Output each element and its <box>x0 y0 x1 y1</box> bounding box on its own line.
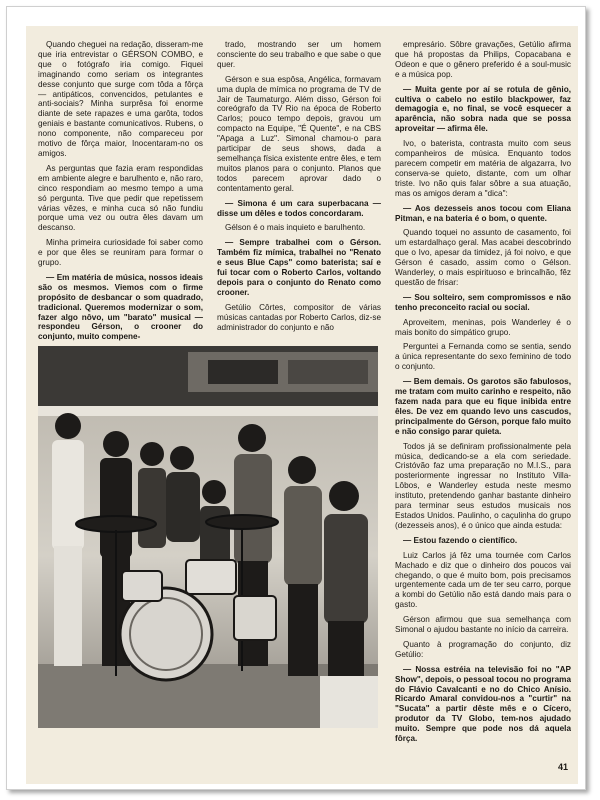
column3-paragraph: Quanto à programação do conjunto, diz Getúlio: <box>395 639 571 659</box>
magazine-page <box>26 26 578 784</box>
column1-paragraph: Quando cheguei na redação, disseram-me que iria entrevistar o GÉRSON COMBO, e que o fotógrafo iria comigo. Fiquei imaginando como seriam os integrantes desse conjunto que surge com tôda a fôrça — antipáticos, convencidos, petulantes e anti-sociais? Minha surprêsa foi enorme diante de sete rapazes e uma garôta, todos geniais e bastante comunicativos. Rubens, o nono componente, não compareceu por motivo de fôrça maior, Inocentaram-no os amigos. <box>38 40 203 158</box>
column3-paragraph: Ivo, o baterista, contrasta muito com seus companheiros de música. Enquanto todos parecem competir em matéria de algazarra, Ivo conserva-se quieto, distante, com um olhar triste. Ivo não quis falar sôbre a sua atuação, mas os amigos deram a "dica": <box>395 139 571 198</box>
column1-paragraph: Minha primeira curiosidade foi saber como e por que êles se reuniram para formar o grupo. <box>38 238 203 268</box>
column3-paragraph: Gérson afirmou que sua semelhança com Simonal o ajudou bastante no início da carreira. <box>395 615 571 635</box>
column2-paragraph: — Simona é um cara superbacana — disse um dêles e todos concordaram. <box>217 198 381 218</box>
page-number: 41 <box>557 762 568 772</box>
column3-paragraph: — Estou fazendo o científico. <box>403 535 518 545</box>
column1-paragraph: As perguntas que fazia eram respondidas em ambiente alegre e barulhento e, não raro, cinco respondiam ao mesmo tempo a uma só pergunta. Tive que pedir que repetissem várias vêzes, e minha cuca só não fundiu porque uma vez ou outra êles davam um descanso. <box>38 163 203 233</box>
column2-paragraph: Gérson e sua espôsa, Angélica, formavam uma dupla de mímica no programa de TV de Jair de Taumaturgo. Além disso, Gérson foi coreógrafo da TV Rio na época de Roberto Carlos; pouco tempo depois, gravou um compacto na Equipe, "É Quente", e na CBS "Apaga a Luz". Simonal chamou-o para participar de seus shows, dada a semelhança física existente entre êles, e tem muitos planos para o conjunto. Planos que todos parecem aprovar dado o contentamento geral. <box>217 74 381 193</box>
column3-paragraph: — Muita gente por aí se rotula de gênio, cultiva o cabelo no estilo blackpower, faz demagogia e, no final, se você esquecer a aparência, não sobra nada que se possa aproveitar — afirma êle. <box>395 84 571 134</box>
column2-paragraph: trado, mostrando ser um homem consciente do seu trabalho e que sabe o que quer. <box>217 40 381 69</box>
text-column-3 <box>395 40 571 768</box>
column3-paragraph: Luiz Carlos já fêz uma tournée com Carlos Machado e diz que o dinheiro dos poucos vai chegando, o que é muito bom, pois precisamos urgentemente cada um de ter seu carro, porque a kombi do Getúlio não está dando mais para o gasto. <box>395 550 571 610</box>
column1-paragraph: — Em matéria de música, nossos ideais são os mesmos. Viemos com o firme propósito de desbancar o som quadrado, tradicional. Queremos modernizar o som, fazer algo nôvo, um "barato" musical — respondeu Gérson, o crooner do conjunto, muito compene- <box>38 272 203 342</box>
column2-paragraph: Gélson é o mais inquieto e barulhento. <box>225 223 366 233</box>
column3-paragraph: Aproveitem, meninas, pois Wanderley é o mais bonito do simpático grupo. <box>395 317 571 337</box>
text-column-2 <box>217 40 381 337</box>
column3-paragraph: — Bem demais. Os garotos são fabulosos, me tratam com muito carinho e respeito, não fazem nada para que eu fique inibida entre êles. De vez em quando levo uns cascudos, principalmente do Gérson, porque falo muito e não consigo parar quieta. <box>395 377 571 436</box>
column2-paragraph: Getúlio Côrtes, compositor de várias músicas cantadas por Roberto Carlos, diz-se administrador do conjunto e não <box>217 302 381 332</box>
column2-paragraph: — Sempre trabalhei com o Gérson. Também fiz mímica, trabalhei no "Renato e seus Blue Caps" como baterista; saí e fui tocar com o Roberto Carlos, voltando depois para o conjunto do Renato como crooner. <box>217 238 381 297</box>
column3-paragraph: — Aos dezesseis anos tocou com Eliana Pitman, e na bateria é o bom, o quente. <box>395 203 571 223</box>
text-column-1 <box>38 40 203 347</box>
column3-paragraph: Todos já se definiram profissionalmente pela música, dedicando-se a ela com seriedade. Cristóvão faz uma preparação no M.I.S., para posteriormente ingressar no Instituto Villa-Lôbos, e Wanderley estuda neste mesmo instituto, pretendendo ganhar bastante dinheiro para terminar seus estudos musicais nos Estados Unidos. Paulinho, o caçulinha do grupo (dezesseis anos), é o único que ainda estuda: <box>395 441 571 530</box>
column3-paragraph: empresário. Sôbre gravações, Getúlio afirma que há propostas da Philips, Copacabana e Odeon e que o gênero preferido é a soul-music e a música pop. <box>395 40 571 79</box>
column3-paragraph: Perguntei a Fernanda como se sentia, sendo a única representante do sexo feminino de todo o conjunto. <box>395 342 571 372</box>
band-photo <box>38 346 378 728</box>
column3-paragraph: Quando toquei no assunto de casamento, foi um estardalhaço geral. Mas acabei descobrindo que o Ivo, apesar da timidez, já foi noivo, e que Gérson é casado, assim como o Gélson. Wanderley, o mais espirituoso e brincalhão, fêz questão de frisar: <box>395 228 571 287</box>
column3-paragraph: — Sou solteiro, sem compromissos e não tenho preconceito racial ou social. <box>395 292 571 312</box>
column3-paragraph: — Nossa estréia na televisão foi no "AP Show", depois, o pessoal tocou no programa do Flávio Cavalcanti e no do Chico Anísio. Ricardo Amaral convidou-nos a "curtir" na "Sucata" a partir dêste mês e o Cícero, produtor da TV Globo, tem-nos ajudado muito. Sempre que pode nos dá aquela fôrça. <box>395 664 571 744</box>
